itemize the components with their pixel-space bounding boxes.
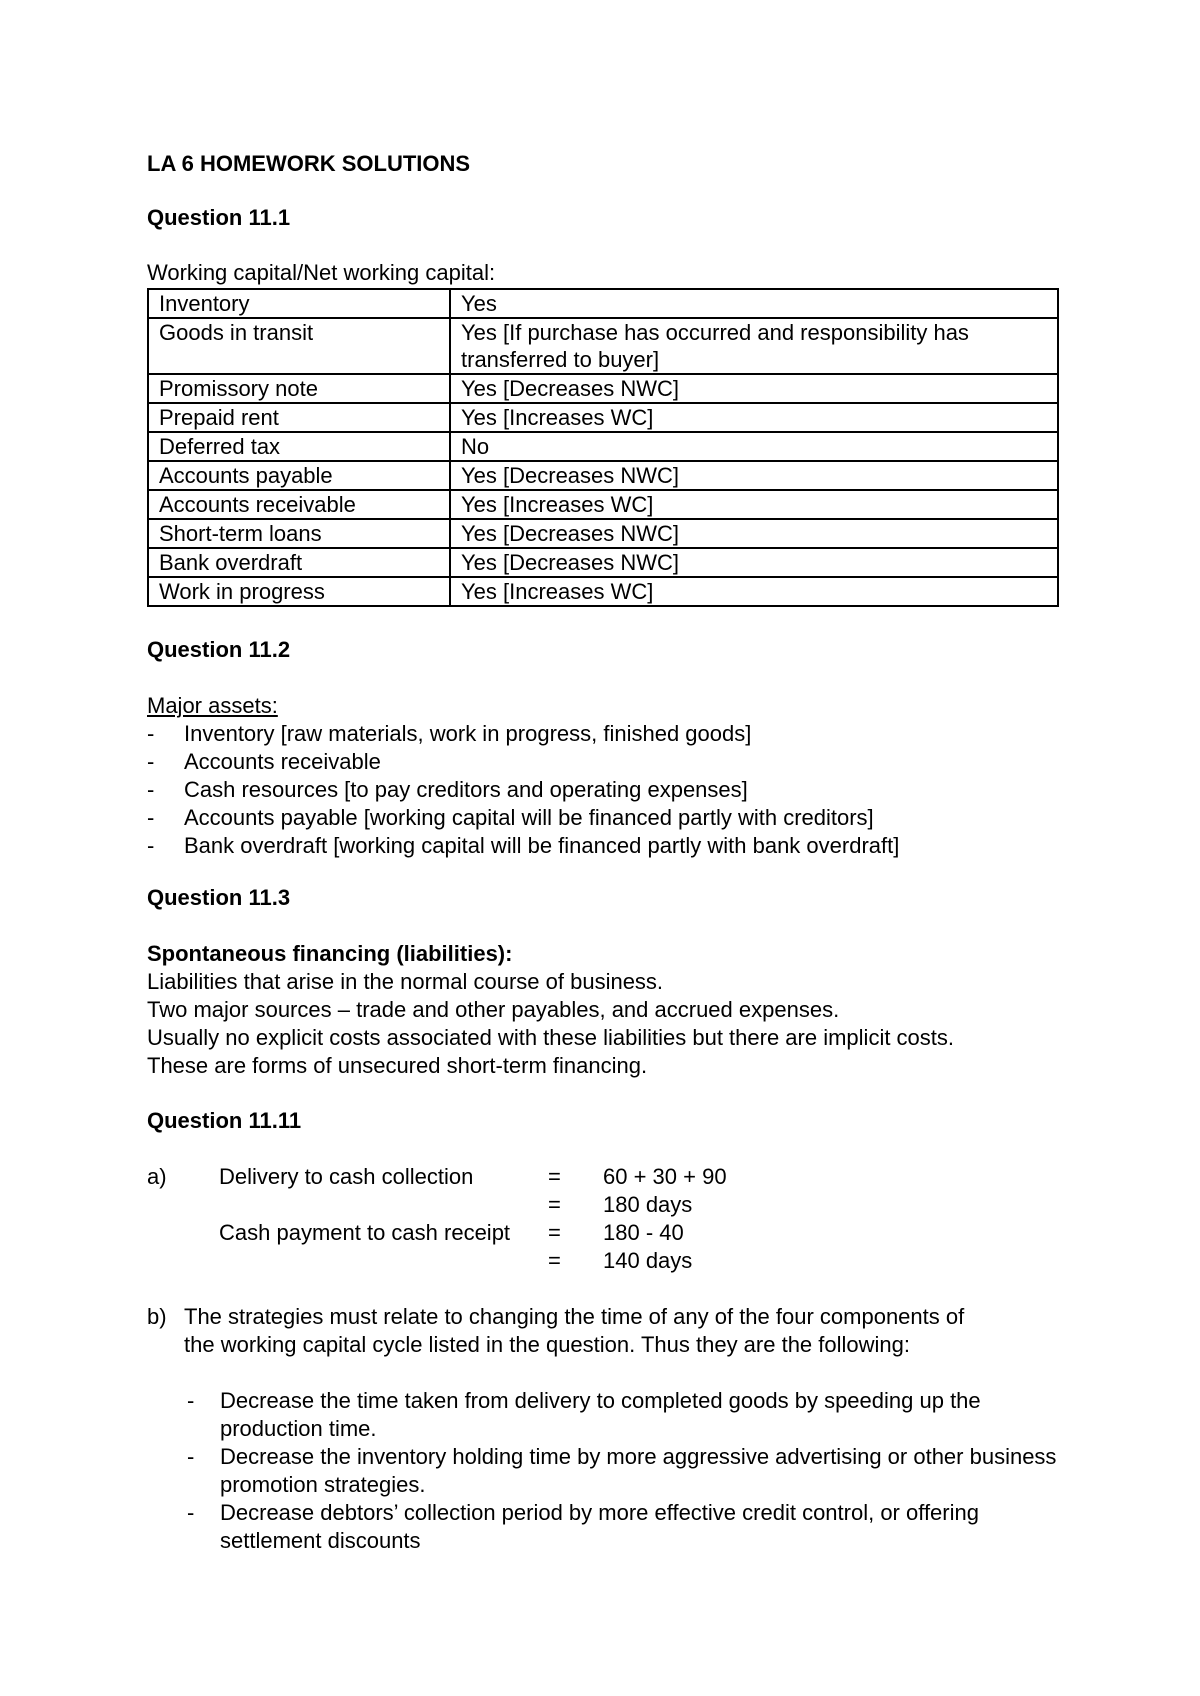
question-11-11-heading: Question 11.11 [147,1108,302,1133]
list-item-text: Decrease the time taken from delivery to completed goods by speeding up the production time. [220,1388,981,1441]
calculation-equals: = [548,1164,561,1189]
paragraph-line: Liabilities that arise in the normal course of business. [147,969,664,994]
calculation-equals: = [548,1248,561,1273]
list-item: - Decrease the time taken from delivery to completed goods by speeding up the production time. [187,1388,981,1441]
question-11-1-intro: Working capital/Net working capital: [147,260,496,285]
working-capital-table [147,288,1059,607]
list-item-text: Decrease the inventory holding time by more aggressive advertising or other business promotion strategies. [220,1444,1057,1497]
part-b-label: b) [147,1304,167,1329]
list-item-text: Accounts receivable [184,749,381,774]
list-item: - Bank overdraft [working capital will be financed partly with bank overdraft] [147,833,900,858]
table-cell-item: Promissory note [148,374,450,403]
table-cell-answer: Yes [Increases WC] [450,403,1058,432]
calculation-value: 140 days [603,1248,693,1273]
list-item-text: Bank overdraft [working capital will be financed partly with bank overdraft] [184,833,900,858]
calculation-equals: = [548,1220,561,1245]
calculation-value: 180 - 40 [603,1220,684,1245]
table-row [148,403,1058,432]
list-item: - Accounts receivable [147,749,381,774]
list-item: - Decrease debtors’ collection period by more effective credit control, or offering settlement discounts [187,1500,979,1553]
calculation-row [0,1163,1200,1191]
spontaneous-financing-subheading: Spontaneous financing (liabilities): [147,941,513,966]
table-row [148,432,1058,461]
list-item: - Decrease the inventory holding time by more aggressive advertising or other business promotion strategies. [187,1444,1057,1497]
table-cell-answer: Yes [Increases WC] [450,490,1058,519]
question-11-3-heading: Question 11.3 [147,885,291,910]
table-row [148,461,1058,490]
table-row [148,374,1058,403]
table-row [148,318,1058,374]
table-cell-answer: Yes [Decreases NWC] [450,548,1058,577]
paragraph-line: These are forms of unsecured short-term financing. [147,1053,648,1078]
part-b-text: The strategies must relate to changing the time of any of the four components of [184,1304,965,1329]
table-cell-item: Short-term loans [148,519,450,548]
table-cell-answer: Yes [If purchase has occurred and responsibility has transferred to buyer] [450,318,1058,374]
list-item: - Cash resources [to pay creditors and operating expenses] [147,777,748,802]
table-cell-answer: Yes [Decreases NWC] [450,374,1058,403]
part-b-text: the working capital cycle listed in the question. Thus they are the following: [184,1332,910,1357]
calculation-row [0,1191,1200,1219]
table-cell-item: Bank overdraft [148,548,450,577]
table-cell-item: Accounts receivable [148,490,450,519]
document-title: LA 6 HOMEWORK SOLUTIONS [147,151,471,176]
table-cell-answer: Yes [Decreases NWC] [450,519,1058,548]
question-11-2-heading: Question 11.2 [147,637,291,662]
table-cell-item: Work in progress [148,577,450,606]
table-row [148,490,1058,519]
strategies-list [187,1387,1067,1555]
calculation-value: 180 days [603,1192,693,1217]
calculation-label: Cash payment to cash receipt [219,1220,511,1245]
table-cell-answer: Yes [450,289,1058,318]
paragraph-line: Usually no explicit costs associated with these liabilities but there are implicit costs. [147,1025,955,1050]
major-assets-list [147,720,1047,860]
calculation-value: 60 + 30 + 90 [603,1164,727,1189]
list-item-text: Decrease debtors’ collection period by more effective credit control, or offering settlement discounts [220,1500,979,1553]
table-cell-answer: No [450,432,1058,461]
calculation-row [0,1219,1200,1247]
table-cell-item: Deferred tax [148,432,450,461]
list-item: - Inventory [raw materials, work in progress, finished goods] [147,721,752,746]
table-row [148,548,1058,577]
table-cell-answer: Yes [Increases WC] [450,577,1058,606]
table-row [148,289,1058,318]
list-item-text: Inventory [raw materials, work in progress, finished goods] [184,721,752,746]
paragraph-line: Two major sources – trade and other payables, and accrued expenses. [147,997,840,1022]
question-11-1-heading: Question 11.1 [147,205,291,230]
list-item-text: Accounts payable [working capital will be financed partly with creditors] [184,805,874,830]
table-cell-answer: Yes [Decreases NWC] [450,461,1058,490]
table-cell-item: Prepaid rent [148,403,450,432]
calculation-label: Delivery to cash collection [219,1164,474,1189]
list-item: - Accounts payable [working capital will be financed partly with creditors] [147,805,874,830]
table-row [148,519,1058,548]
calculation-row [0,1247,1200,1275]
table-cell-item: Accounts payable [148,461,450,490]
part-a-label: a) [147,1164,167,1189]
major-assets-subheading: Major assets: [147,693,278,718]
list-item-text: Cash resources [to pay creditors and operating expenses] [184,777,748,802]
calculation-equals: = [548,1192,561,1217]
table-cell-item: Inventory [148,289,450,318]
table-row [148,577,1058,606]
table-cell-item: Goods in transit [148,318,450,374]
